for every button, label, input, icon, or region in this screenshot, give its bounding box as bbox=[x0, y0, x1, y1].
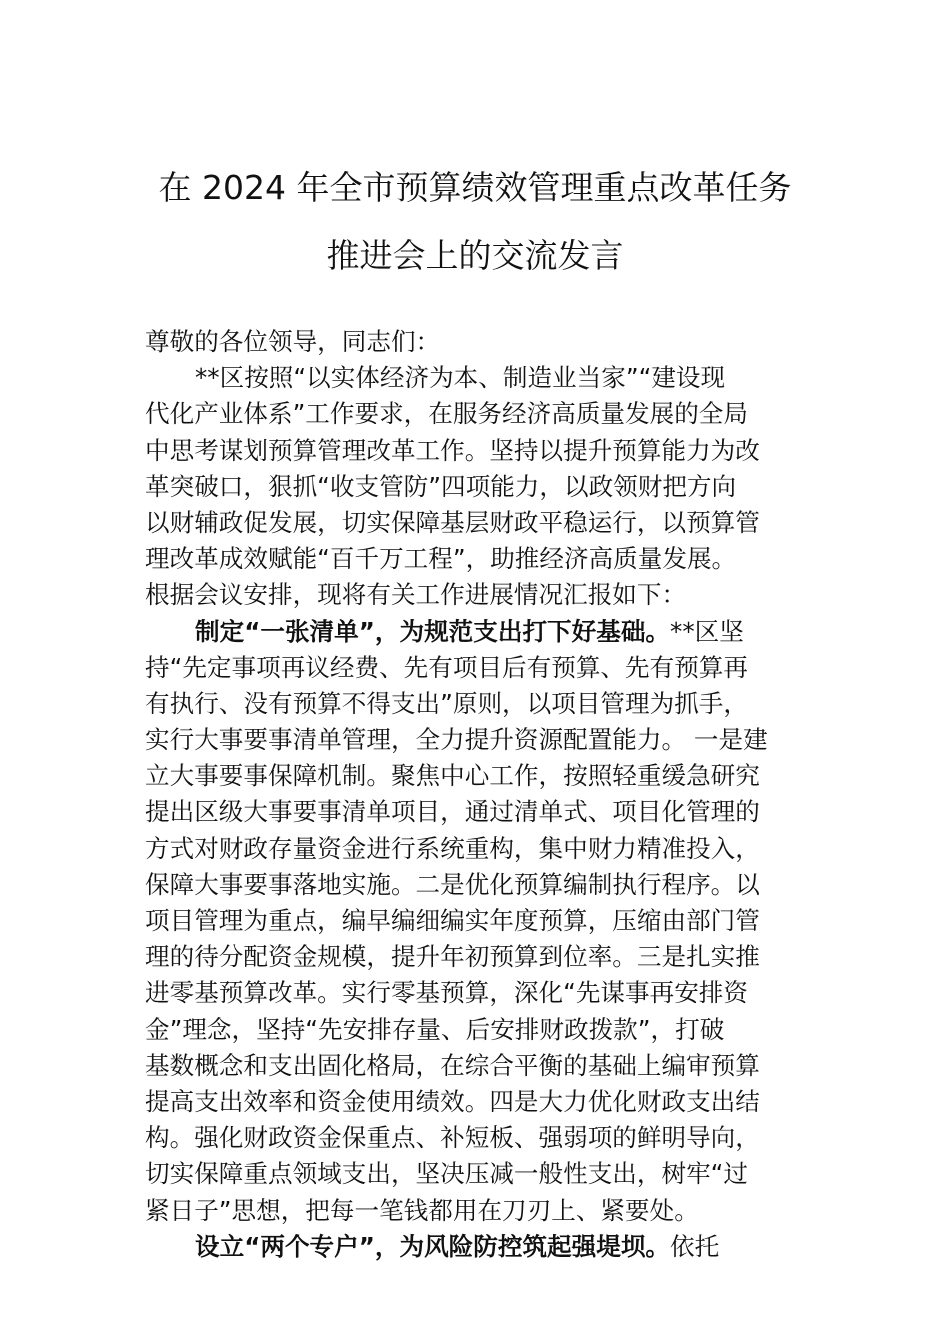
paragraph-2-line: 进零基预算改革。实行零基预算，深化“先谋事再安排资 bbox=[145, 978, 748, 1008]
paragraph-2-line: 立大事要事保障机制。聚焦中心工作，按照轻重缓急研究 bbox=[145, 761, 760, 791]
paragraph-2-first-line-rest: **区坚 bbox=[670, 616, 744, 646]
paragraph-1-line: 代化产业体系”工作要求，在服务经济高质量发展的全局 bbox=[145, 399, 748, 429]
paragraph-2-line: 提出区级大事要事清单项目，通过清单式、项目化管理的 bbox=[145, 797, 760, 827]
paragraph-1-line: 中思考谋划预算管理改革工作。坚持以提升预算能力为改 bbox=[145, 435, 760, 465]
paragraph-2-line: 金”理念，坚持“先安排存量、后安排财政拨款”，打破 bbox=[145, 1014, 725, 1044]
paragraph-2-line: 紧日子”思想，把每一笔钱都用在刀刃上、紧要处。 bbox=[145, 1195, 699, 1225]
paragraph-2-line: 基数概念和支出固化格局，在综合平衡的基础上编审预算 bbox=[145, 1050, 760, 1080]
paragraph-1-line: 理改革成效赋能“百千万工程”，助推经济高质量发展。 bbox=[145, 544, 737, 574]
paragraph-2-first-line bbox=[145, 614, 815, 650]
section-heading-one-list: 制定“一张清单”，为规范支出打下好基础。 bbox=[195, 616, 671, 646]
document-title-line-1: 在 2024 年全市预算绩效管理重点改革任务 bbox=[158, 168, 792, 207]
section-heading-two-accounts: 设立“两个专户”，为风险防控筑起强堤坝。 bbox=[195, 1231, 671, 1261]
paragraph-3-first-line-rest: 依托 bbox=[670, 1231, 720, 1261]
paragraph-2-line: 切实保障重点领域支出，坚决压减一般性支出，树牢“过 bbox=[145, 1159, 748, 1189]
paragraph-2-line: 项目管理为重点，编早编细编实年度预算，压缩由部门管 bbox=[145, 906, 760, 935]
paragraph-2-line: 构。强化财政资金保重点、补短板、强弱项的鲜明导向， bbox=[145, 1123, 760, 1153]
paragraph-1-line: 根据会议安排，现将有关工作进展情况汇报如下： bbox=[145, 580, 687, 610]
paragraph-1-line: 以财辅政促发展，切实保障基层财政平稳运行，以预算管 bbox=[145, 507, 760, 537]
paragraph-2-line: 实行大事要事清单管理，全力提升资源配置能力。 一是建 bbox=[145, 725, 768, 755]
paragraph-2-line: 方式对财政存量资金进行系统重构，集中财力精准投入， bbox=[145, 833, 760, 863]
paragraph-1-line: **区按照“以实体经济为本、制造业当家”“建设现 bbox=[195, 363, 726, 393]
paragraph-3-first-line bbox=[145, 1229, 815, 1265]
salutation: 尊敬的各位领导，同志们： bbox=[145, 327, 441, 356]
paragraph-1-line: 革突破口，狠抓“收支管防”四项能力，以政领财把方向 bbox=[145, 471, 737, 501]
document-body bbox=[145, 324, 815, 1265]
paragraph-2-line: 持“先定事项再议经费、先有项目后有预算、先有预算再 bbox=[145, 652, 748, 682]
paragraph-2-line: 提高支出效率和资金使用绩效。四是大力优化财政支出结 bbox=[145, 1086, 760, 1116]
paragraph-2-line: 理的待分配资金规模，提升年初预算到位率。三是扎实推 bbox=[145, 942, 760, 972]
document-title-line-2: 推进会上的交流发言 bbox=[326, 236, 624, 275]
paragraph-2-line: 有执行、没有预算不得支出”原则，以项目管理为抓手， bbox=[145, 688, 748, 718]
paragraph-2-line: 保障大事要事落地实施。二是优化预算编制执行程序。以 bbox=[145, 869, 760, 899]
